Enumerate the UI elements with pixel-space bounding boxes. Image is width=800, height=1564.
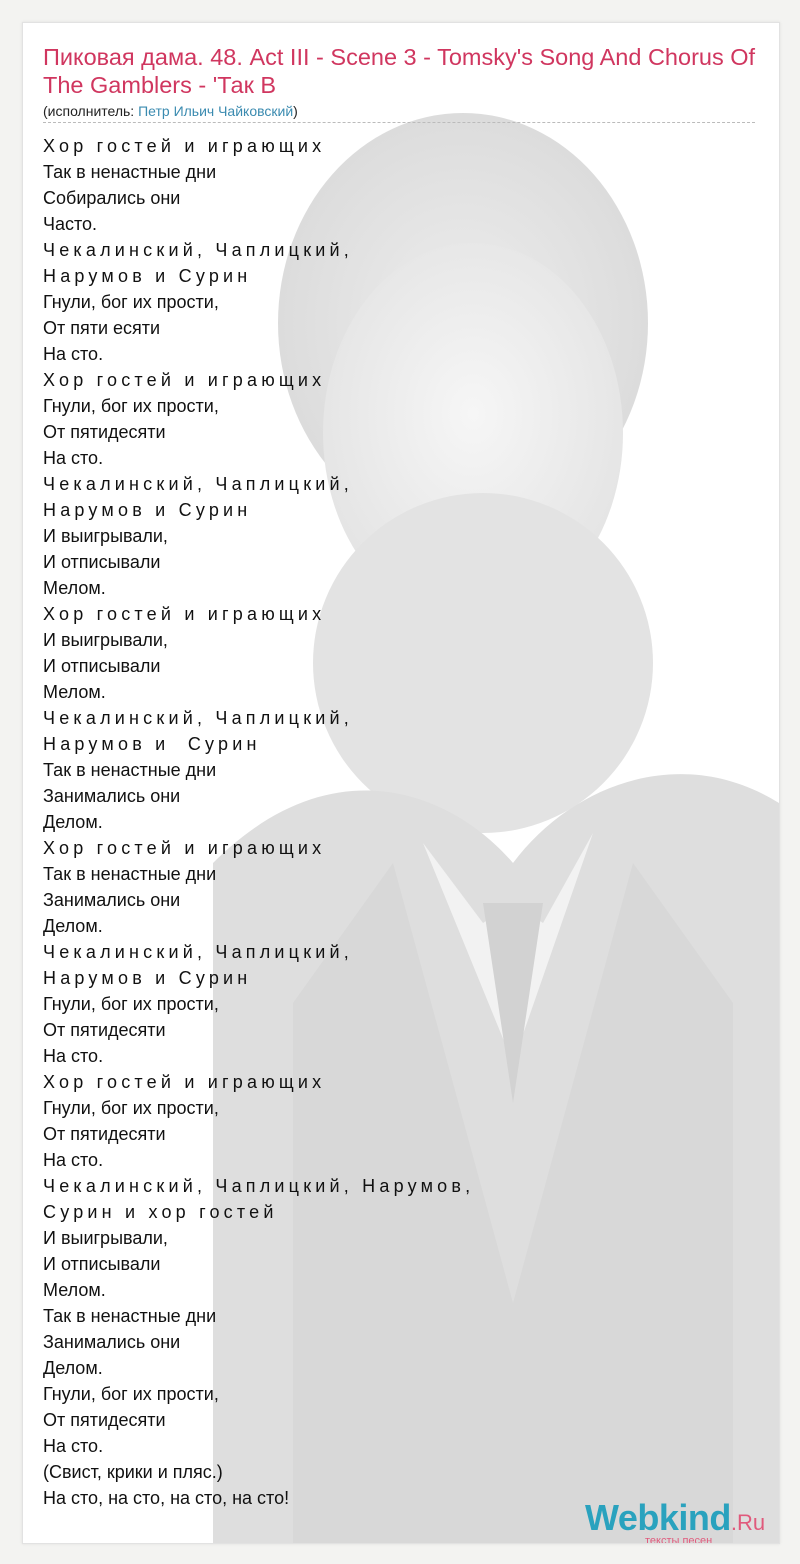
speaker-line: Чекалинский, Чаплицкий, Нарумов, <box>43 1176 475 1196</box>
lyric-line: И выигрывали, <box>43 1228 168 1248</box>
lyric-line: От пяти есяти <box>43 318 161 338</box>
lyric-line: Гнули, бог их прости, <box>43 1098 219 1118</box>
lyric-line: Делом. <box>43 916 103 936</box>
content <box>43 43 759 1511</box>
speaker-line: Хор гостей и играющих <box>43 604 326 624</box>
logo-tagline: тексты песен <box>645 1535 713 1544</box>
lyric-line: Гнули, бог их прости, <box>43 1384 219 1404</box>
lyric-line: Гнули, бог их прости, <box>43 396 219 416</box>
lyric-line: Мелом. <box>43 1280 106 1300</box>
lyric-line: На сто. <box>43 448 104 468</box>
speaker-line: Чекалинский, Чаплицкий, <box>43 474 353 494</box>
lyric-line: И отписывали <box>43 552 161 572</box>
speaker-line: Чекалинский, Чаплицкий, <box>43 942 353 962</box>
speaker-line: Хор гостей и играющих <box>43 370 326 390</box>
lyric-line: На сто. <box>43 344 104 364</box>
lyric-line: И отписывали <box>43 1254 161 1274</box>
lyric-line: На сто, на сто, на сто, на сто! <box>43 1488 290 1508</box>
lyric-line: Мелом. <box>43 578 106 598</box>
lyrics-card <box>22 22 780 1544</box>
lyric-line: Мелом. <box>43 682 106 702</box>
lyric-line: И выигрывали, <box>43 526 168 546</box>
lyric-line: Гнули, бог их прости, <box>43 994 219 1014</box>
performer-link[interactable]: Петр Ильич Чайковский <box>138 103 294 119</box>
speaker-line: Нарумов и Сурин <box>43 500 252 520</box>
lyric-line: Занимались они <box>43 1332 181 1352</box>
performer-suffix: ) <box>293 103 298 119</box>
lyric-line: На сто. <box>43 1436 104 1456</box>
logo-ru-text: .Ru <box>730 1510 766 1535</box>
speaker-line: Хор гостей и играющих <box>43 838 326 858</box>
lyric-line: От пятидесяти <box>43 1410 166 1430</box>
logo-main-text: Webkind <box>585 1497 731 1538</box>
speaker-line: Нарумов и Сурин <box>43 968 252 988</box>
lyric-line: Занимались они <box>43 890 181 910</box>
lyric-line: Занимались они <box>43 786 181 806</box>
speaker-line: Хор гостей и играющих <box>43 1072 326 1092</box>
speaker-line: Нарумов и Сурин <box>43 734 261 754</box>
lyric-line: На сто. <box>43 1150 104 1170</box>
lyric-line: Так в ненастные дни <box>43 760 217 780</box>
performer-prefix: (исполнитель: <box>43 103 139 119</box>
lyric-line: Так в ненастные дни <box>43 162 217 182</box>
lyric-line: От пятидесяти <box>43 1124 166 1144</box>
lyric-line: На сто. <box>43 1046 104 1066</box>
lyric-line: Так в ненастные дни <box>43 864 217 884</box>
lyric-line: Делом. <box>43 812 103 832</box>
lyric-line: Так в ненастные дни <box>43 1306 217 1326</box>
lyric-line: И выигрывали, <box>43 630 168 650</box>
lyric-line: Гнули, бог их прости, <box>43 292 219 312</box>
lyric-line: (Свист, крики и пляс.) <box>43 1462 223 1482</box>
lyric-line: Собирались они <box>43 188 181 208</box>
performer-line <box>43 102 755 123</box>
speaker-line: Нарумов и Сурин <box>43 266 252 286</box>
speaker-line: Хор гостей и играющих <box>43 136 326 156</box>
lyric-line: От пятидесяти <box>43 422 166 442</box>
page-title: Пиковая дама. 48. Act III - Scene 3 - Tomsky's Song And Chorus Of The Gamblers - 'Так В <box>43 44 756 98</box>
lyric-line: Делом. <box>43 1358 103 1378</box>
speaker-line: Сурин и хор гостей <box>43 1202 278 1222</box>
speaker-line: Чекалинский, Чаплицкий, <box>43 240 353 260</box>
lyric-line: Часто. <box>43 214 98 234</box>
lyric-line: И отписывали <box>43 656 161 676</box>
lyrics-text <box>43 133 759 1511</box>
speaker-line: Чекалинский, Чаплицкий, <box>43 708 353 728</box>
webkind-logo[interactable] <box>585 1497 766 1544</box>
lyric-line: От пятидесяти <box>43 1020 166 1040</box>
